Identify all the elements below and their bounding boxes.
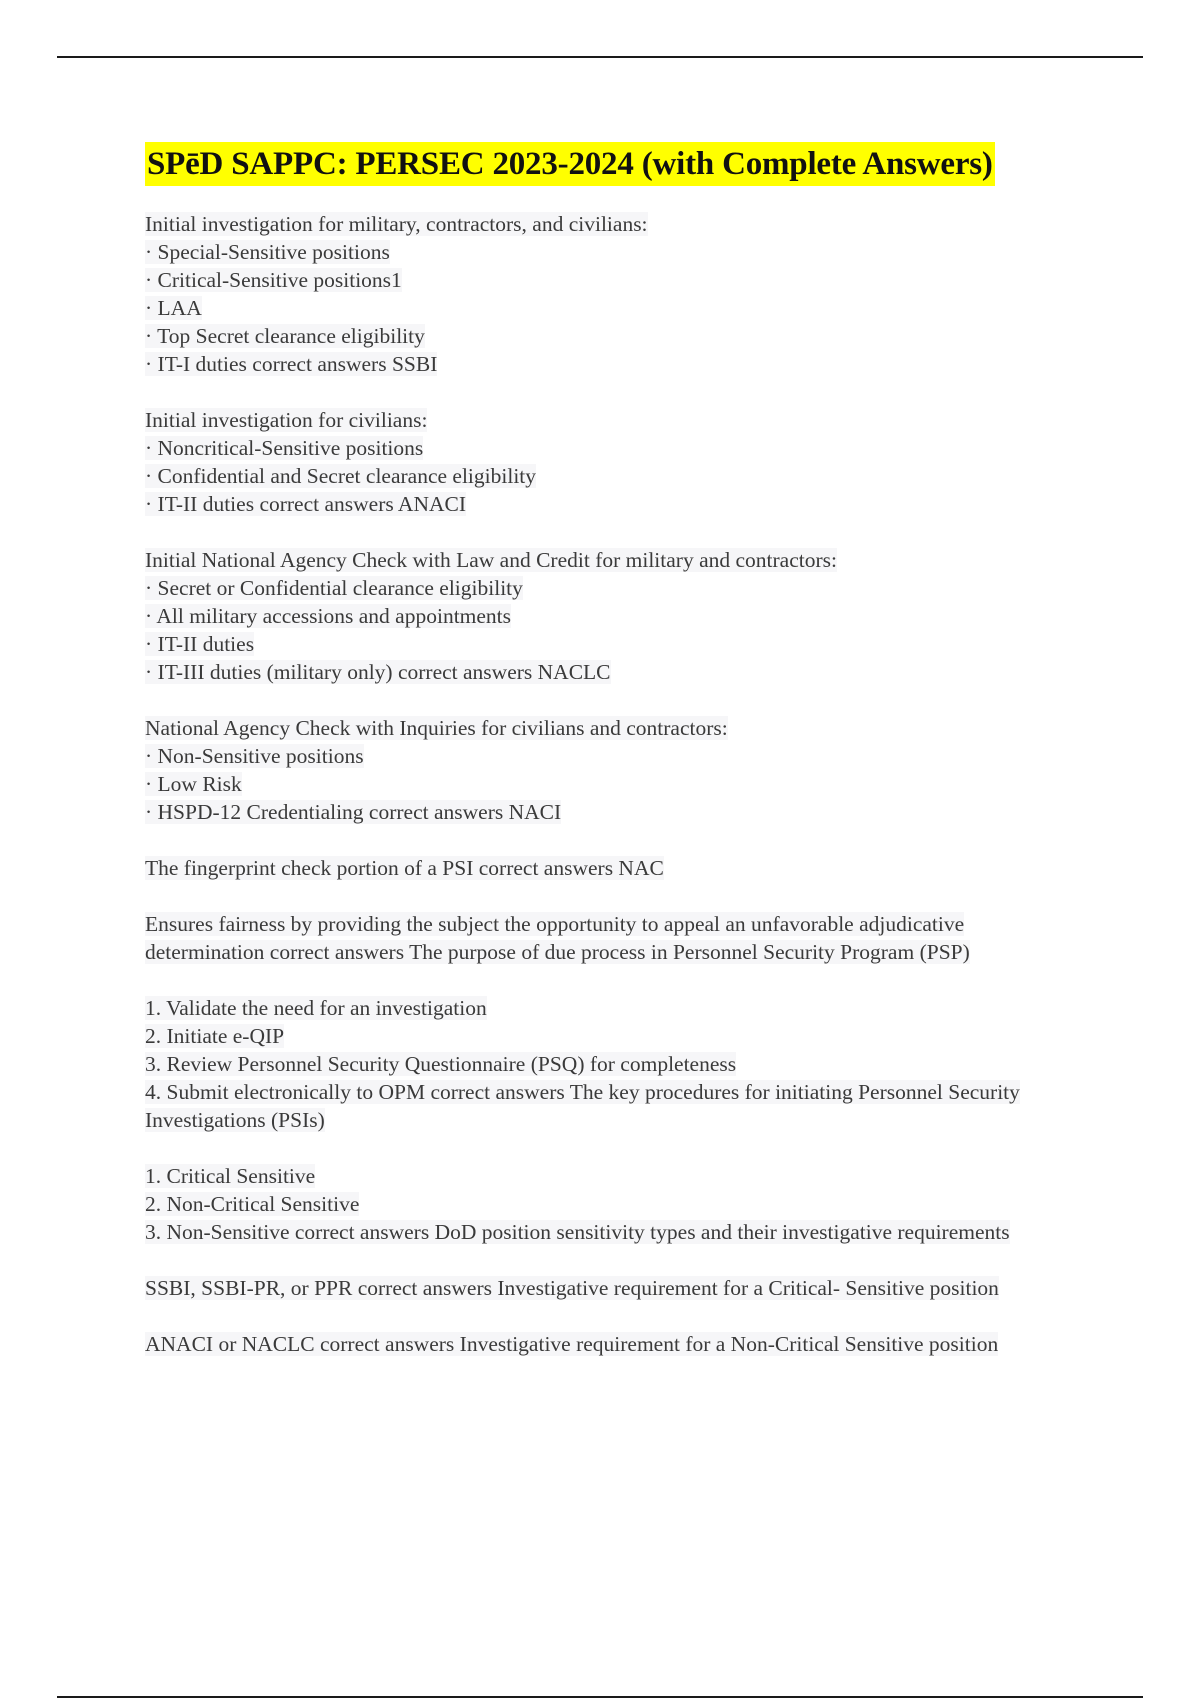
qa-block-psi-procedures — [145, 994, 1085, 1134]
text-line: · HSPD-12 Credentialing correct answers NACI — [145, 800, 562, 824]
paragraph-text: 4. Submit electronically to OPM correct answers The key procedures for initiating Personnel Security Investigations (PSIs) — [145, 1080, 1020, 1132]
qa-block-nac — [145, 854, 1085, 882]
qa-block-naci — [145, 714, 1085, 826]
text-line: · Special-Sensitive positions — [145, 240, 390, 264]
paragraph-text: 3. Non-Sensitive correct answers DoD position sensitivity types and their investigative requirements — [145, 1220, 1010, 1244]
qa-block-naclc — [145, 546, 1085, 686]
text-line: · Critical-Sensitive positions1 — [145, 268, 402, 292]
text-line: · IT-II duties correct answers ANACI — [145, 492, 467, 516]
text-line: · Confidential and Secret clearance eligibility — [145, 464, 537, 488]
bottom-rule — [57, 1696, 1143, 1698]
text-line: · IT-II duties — [145, 632, 255, 656]
text-line: 1. Validate the need for an investigation — [145, 996, 487, 1020]
text-line: · Noncritical-Sensitive positions — [145, 436, 424, 460]
text-line: 1. Critical Sensitive — [145, 1164, 316, 1188]
text-line: · LAA — [145, 296, 202, 320]
text-line: · Non-Sensitive positions — [145, 744, 364, 768]
text-line: Initial National Agency Check with Law and Credit for military and contractors: — [145, 548, 837, 572]
text-line: · IT-I duties correct answers SSBI — [145, 352, 438, 376]
document-title: SPēD SAPPC: PERSEC 2023-2024 (with Complete Answers) — [145, 142, 995, 186]
paragraph-text: ANACI or NACLC correct answers Investigative requirement for a Non-Critical Sensitive position — [145, 1332, 999, 1356]
top-rule — [57, 56, 1143, 58]
qa-block-ssbi — [145, 210, 1085, 378]
text-line: · Low Risk — [145, 772, 242, 796]
text-line: · Top Secret clearance eligibility — [145, 324, 425, 348]
document-body — [145, 142, 1085, 1386]
text-line: 2. Initiate e-QIP — [145, 1024, 285, 1048]
qa-block-critical-sensitive — [145, 1274, 1085, 1302]
qa-block-sensitivity-types — [145, 1162, 1085, 1246]
text-line: The fingerprint check portion of a PSI correct answers NAC — [145, 856, 664, 880]
qa-block-due-process — [145, 910, 1085, 966]
text-line: · Secret or Confidential clearance eligibility — [145, 576, 523, 600]
text-line: Initial investigation for civilians: — [145, 408, 428, 432]
text-line: · IT-III duties (military only) correct answers NACLC — [145, 660, 611, 684]
text-line: 2. Non-Critical Sensitive — [145, 1192, 360, 1216]
text-line: 3. Review Personnel Security Questionnaire (PSQ) for completeness — [145, 1052, 737, 1076]
paragraph-text: Ensures fairness by providing the subject the opportunity to appeal an unfavorable adjudicative determination correct answers The purpose of due process in Personnel Security Program (PSP) — [145, 912, 970, 964]
paragraph-text: SSBI, SSBI-PR, or PPR correct answers Investigative requirement for a Critical- Sensitive position — [145, 1276, 999, 1300]
text-line: National Agency Check with Inquiries for civilians and contractors: — [145, 716, 728, 740]
text-line: Initial investigation for military, contractors, and civilians: — [145, 212, 648, 236]
text-line: · All military accessions and appointments — [145, 604, 512, 628]
qa-block-anaci — [145, 406, 1085, 518]
qa-block-noncritical-sensitive — [145, 1330, 1085, 1358]
